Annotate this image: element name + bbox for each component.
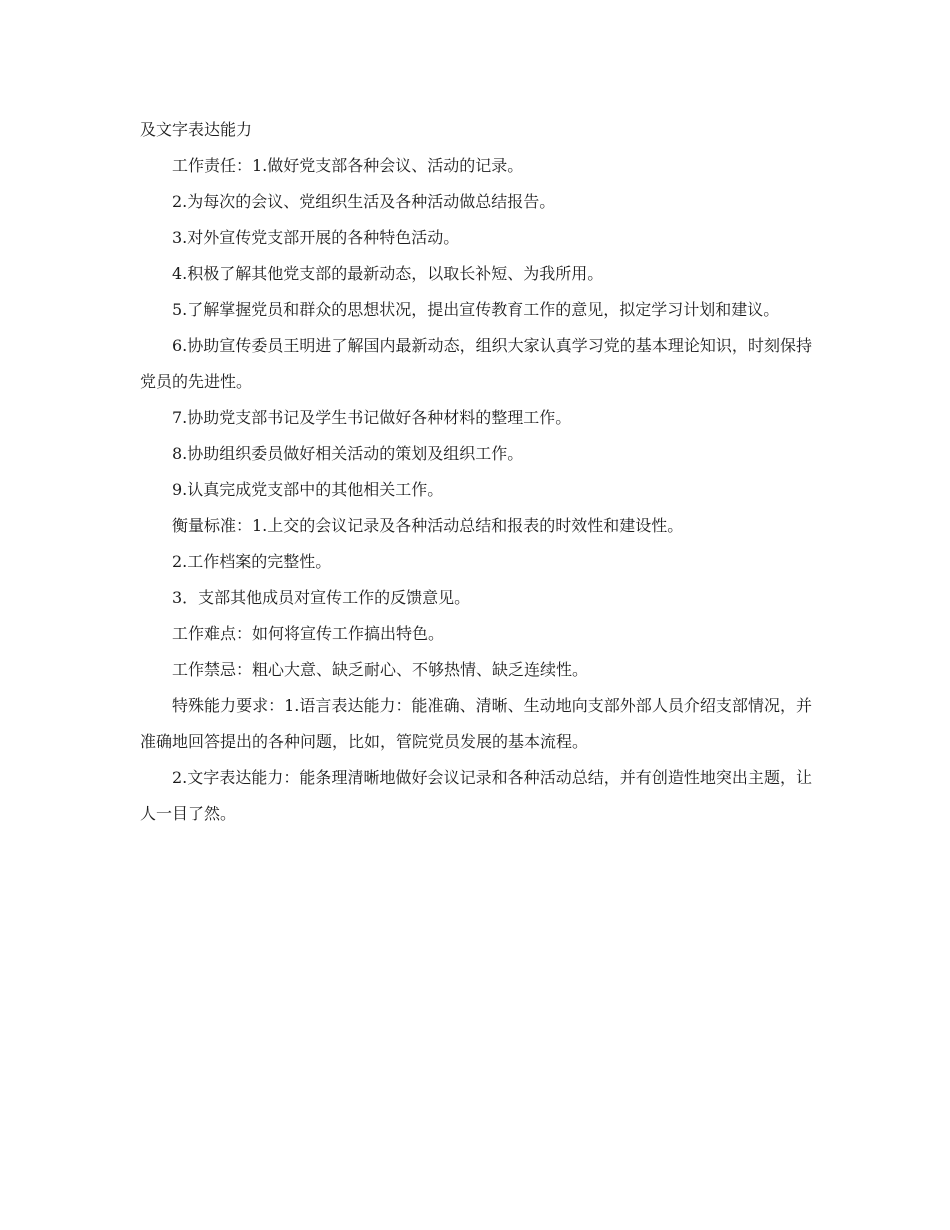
- paragraph-standard-2: 2.工作档案的完整性。: [172, 552, 332, 571]
- paragraph-responsibility-6: 6.协助宣传委员王明进了解国内最新动态，组织大家认真学习党的基本理论知识，时刻保持党员的先进性。: [140, 336, 812, 391]
- paragraph-continuation: 及文字表达能力: [140, 120, 253, 139]
- paragraph-responsibility-3: 3.对外宣传党支部开展的各种特色活动。: [172, 228, 460, 247]
- paragraph-responsibility-8: 8.协助组织委员做好相关活动的策划及组织工作。: [172, 444, 524, 463]
- document-body: [140, 112, 812, 832]
- paragraph-special-ability-1: 特殊能力要求：1.语言表达能力：能准确、清晰、生动地向支部外部人员介绍支部情况，并准确地回答提出的各种问题，比如，管院党员发展的基本流程。: [140, 696, 812, 751]
- paragraph-responsibility-5: 5.了解掌握党员和群众的思想状况，提出宣传教育工作的意见，拟定学习计划和建议。: [172, 300, 780, 319]
- paragraph-special-ability-2: 2.文字表达能力：能条理清晰地做好会议记录和各种活动总结，并有创造性地突出主题，让人一目了然。: [140, 768, 812, 823]
- paragraph-difficulty: 工作难点：如何将宣传工作搞出特色。: [172, 624, 445, 643]
- paragraph-responsibility-2: 2.为每次的会议、党组织生活及各种活动做总结报告。: [172, 192, 556, 211]
- paragraph-standard-1: 衡量标准：1.上交的会议记录及各种活动总结和报表的时效性和建设性。: [172, 516, 684, 535]
- paragraph-responsibility-9: 9.认真完成党支部中的其他相关工作。: [172, 480, 444, 499]
- paragraph-responsibility-4: 4.积极了解其他党支部的最新动态，以取长补短、为我所用。: [172, 264, 604, 283]
- paragraph-taboo: 工作禁忌：粗心大意、缺乏耐心、不够热情、缺乏连续性。: [172, 660, 589, 679]
- paragraph-standard-3: 3．支部其他成员对宣传工作的反馈意见。: [172, 588, 471, 607]
- paragraph-responsibility-1: 工作责任：1.做好党支部各种会议、活动的记录。: [172, 156, 524, 175]
- paragraph-responsibility-7: 7.协助党支部书记及学生书记做好各种材料的整理工作。: [172, 408, 572, 427]
